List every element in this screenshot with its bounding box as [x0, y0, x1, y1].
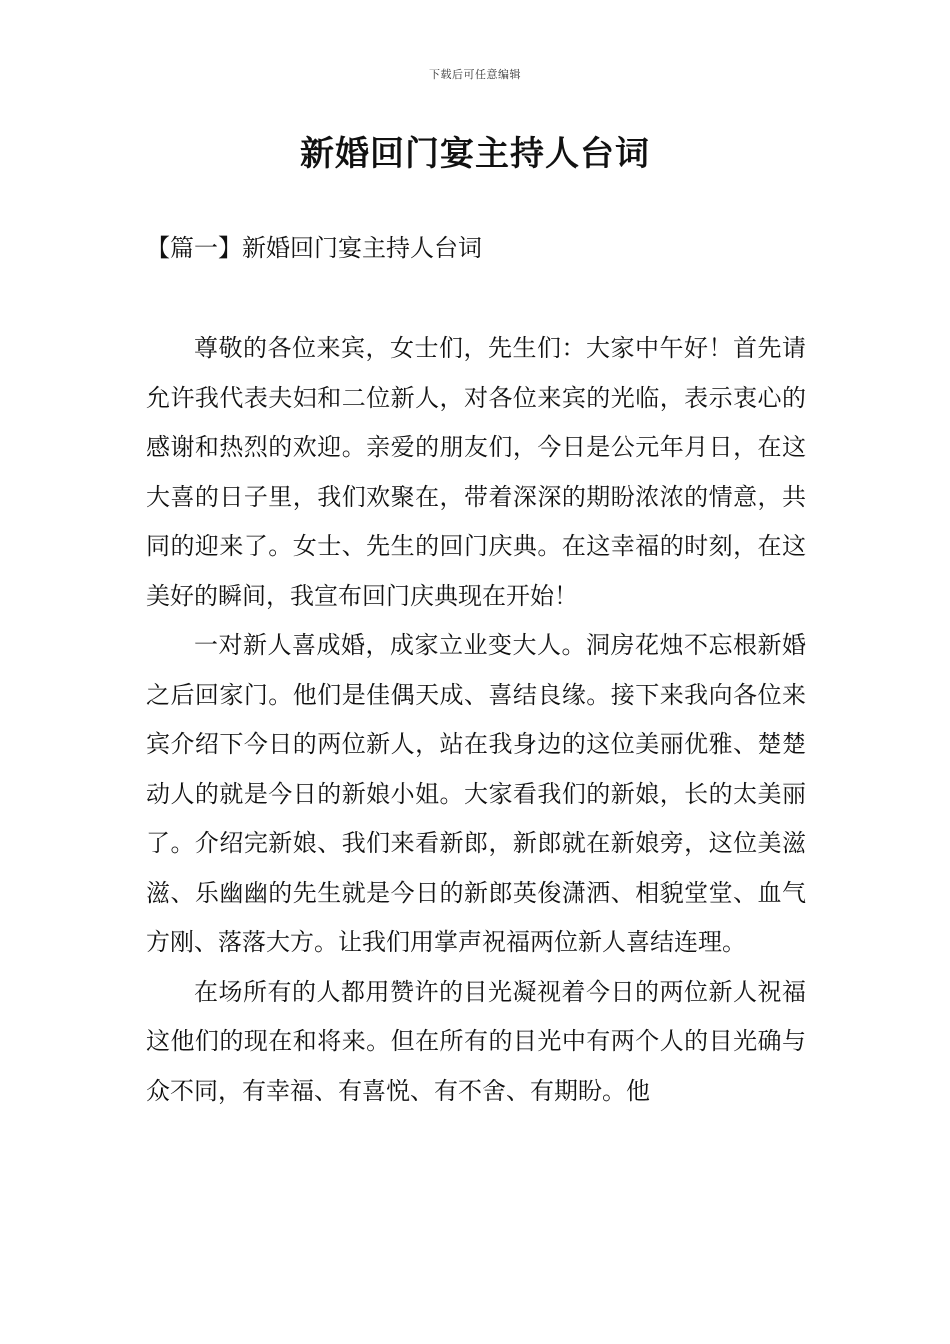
paragraph: 一对新人喜成婚，成家立业变大人。洞房花烛不忘根新婚之后回家门。他们是佳偶天成、喜结良缘。接下来我向各位来宾介绍下今日的两位新人，站在我身边的这位美丽优雅、楚楚动人的就是今日的新娘小姐。大家看我们的新娘，长的太美丽了。介绍完新娘、我们来看新郎，新郎就在新娘旁，这位美滋滋、乐幽幽的先生就是今日的新郎英俊潇洒、相貌堂堂、血气方刚、落落大方。让我们用掌声祝福两位新人喜结连理。	[146, 631, 806, 956]
document-title: 新婚回门宴主持人台词	[300, 134, 650, 174]
document-body	[146, 324, 806, 1116]
header-note: 下载后可任意编辑	[429, 68, 521, 81]
paragraph: 在场所有的人都用赞许的目光凝视着今日的两位新人祝福这他们的现在和将来。但在所有的目光中有两个人的目光确与众不同，有幸福、有喜悦、有不舍、有期盼。他	[146, 977, 806, 1105]
section-heading: 【篇一】新婚回门宴主持人台词	[146, 234, 482, 262]
paragraph: 尊敬的各位来宾，女士们，先生们：大家中午好！首先请允许我代表夫妇和二位新人，对各位来宾的光临，表示衷心的感谢和热烈的欢迎。亲爱的朋友们，今日是公元年月日，在这大喜的日子里，我们欢聚在，带着深深的期盼浓浓的情意，共同的迎来了。女士、先生的回门庆典。在这幸福的时刻，在这美好的瞬间，我宣布回门庆典现在开始！	[146, 334, 806, 610]
